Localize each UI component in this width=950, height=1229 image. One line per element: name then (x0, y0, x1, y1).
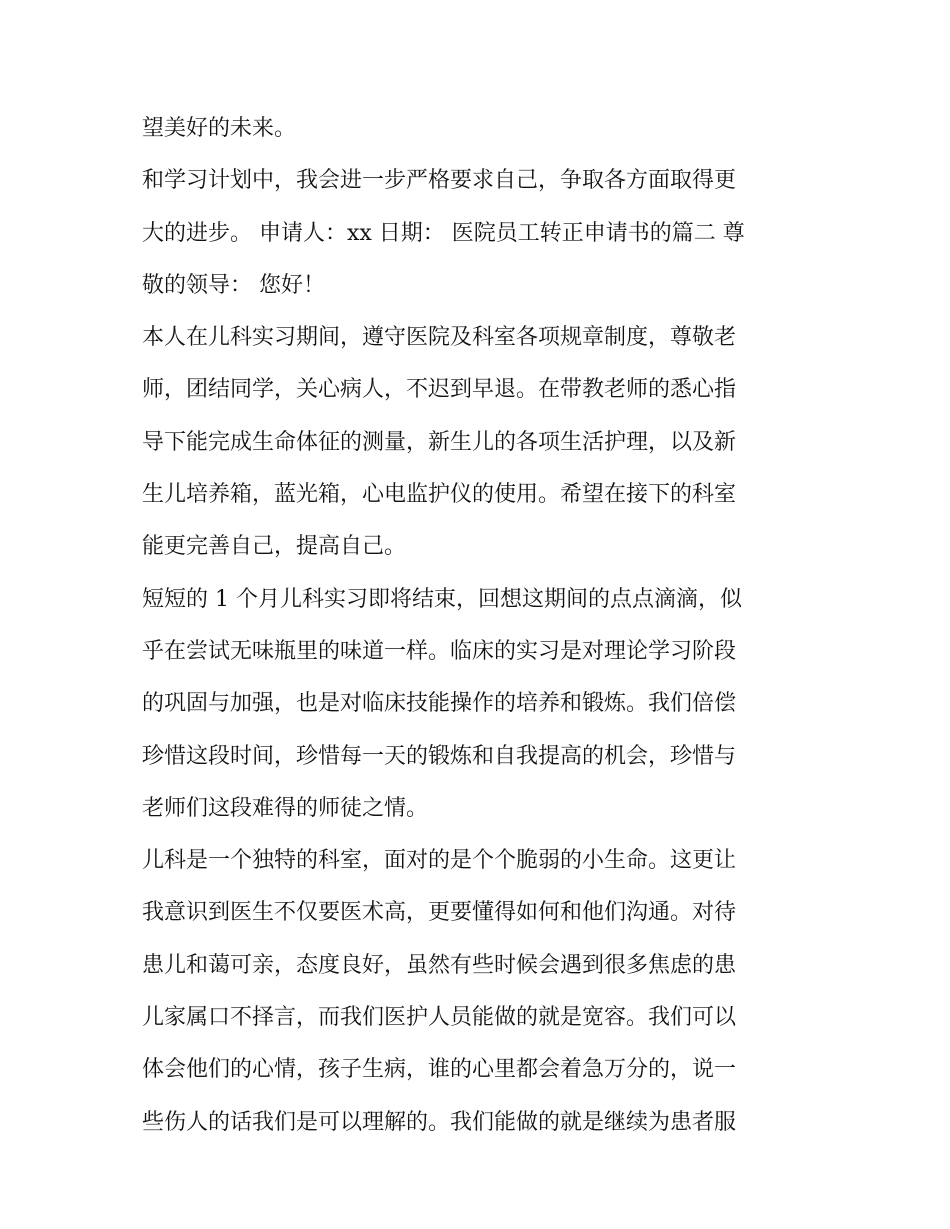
text-line: 师，团结同学，关心病人，不迟到早退。在带教老师的悉心指 (142, 377, 737, 403)
text-line: 乎在尝试无味瓶里的味道一样。临床的实习是对理论学习阶段 (142, 638, 737, 664)
text-line: 望美好的未来。 (142, 116, 297, 141)
text-line: 患儿和蔼可亲，态度良好，虽然有些时候会遇到很多焦虑的患 (142, 952, 737, 978)
text-line: 儿家属口不择言，而我们医护人员能做的就是宽容。我们可以 (142, 1005, 737, 1031)
text-line: 敬的领导： 您好！ (142, 272, 325, 298)
text-line: 导下能完成生命体征的测量，新生儿的各项生活护理，以及新 (142, 429, 737, 455)
text-line: 本人在儿科实习期间，遵守医院及科室各项规章制度，尊敬老 (142, 325, 737, 351)
document-body (142, 103, 814, 1149)
text-line: 些伤人的话我们是可以理解的。我们能做的就是继续为患者服 (142, 1109, 737, 1135)
text-line: 生儿培养箱，蓝光箱，心电监护仪的使用。希望在接下的科室 (142, 482, 737, 508)
text-line: 老师们这段难得的师徒之情。 (142, 795, 429, 821)
text-line: 短短的 1 个月儿科实习即将结束，回想这期间的点点滴滴，似 (142, 586, 742, 612)
text-line: 我意识到医生不仅要医术高，更要懂得如何和他们沟通。对待 (142, 900, 737, 926)
text-line: 儿科是一个独特的科室，面对的是个个脆弱的小生命。这更让 (142, 848, 737, 874)
text-line: 和学习计划中，我会进一步严格要求自己，争取各方面取得更 (142, 168, 737, 194)
text-line: 能更完善自己，提高自己。 (142, 534, 407, 560)
text-line: 大的进步。 申请人：xx 日期： 医院员工转正申请书的篇二 尊 (142, 220, 745, 246)
text-line: 珍惜这段时间，珍惜每一天的锻炼和自我提高的机会，珍惜与 (142, 743, 737, 769)
text-line: 的巩固与加强，也是对临床技能操作的培养和锻炼。我们倍偿 (142, 691, 737, 717)
text-line: 体会他们的心情，孩子生病，谁的心里都会着急万分的，说一 (142, 1057, 737, 1083)
